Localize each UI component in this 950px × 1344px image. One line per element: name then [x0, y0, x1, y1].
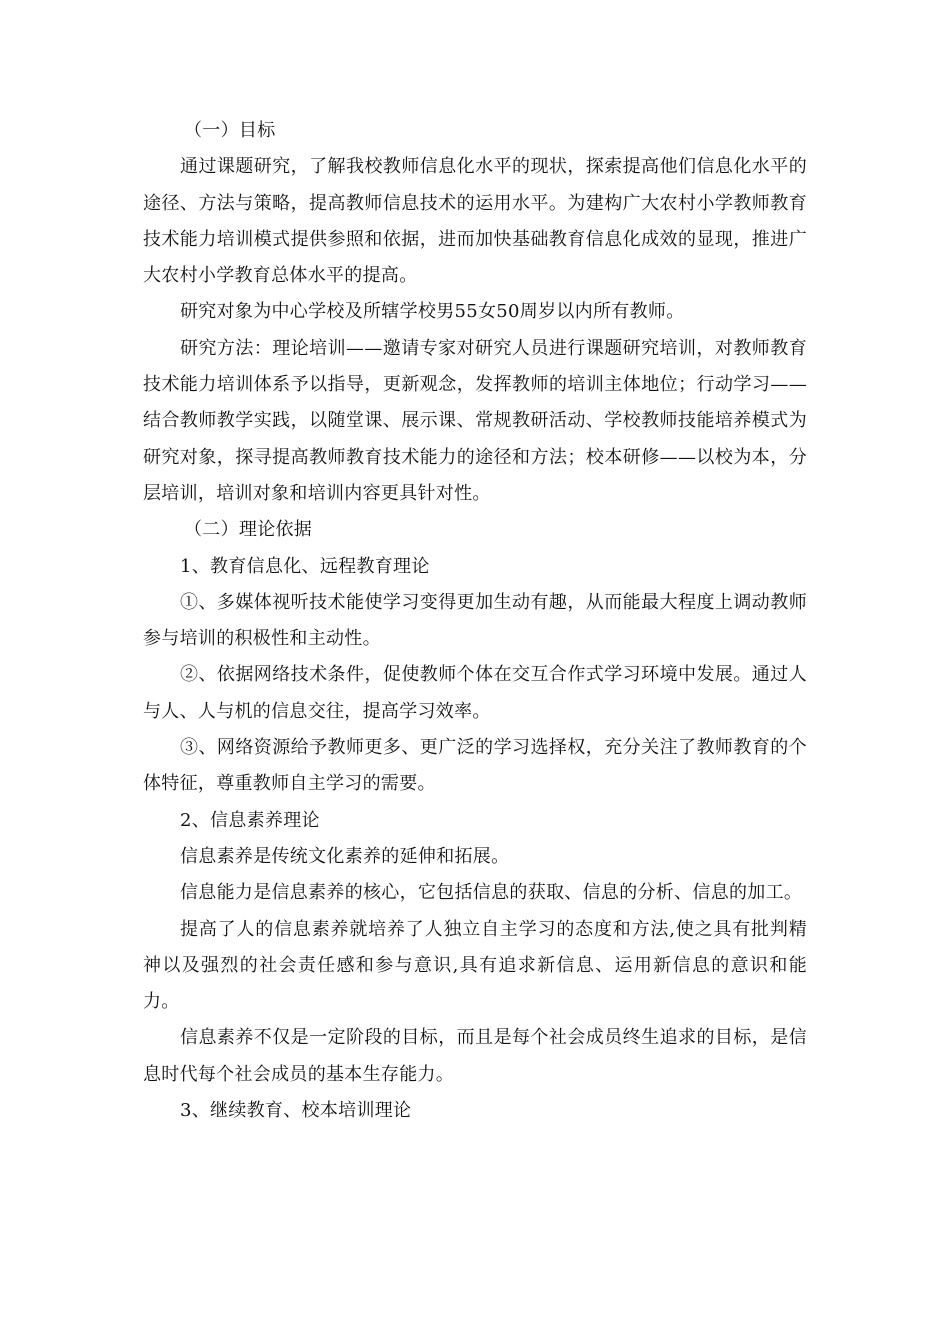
document-body	[143, 113, 807, 1129]
list-item-network-resources: ③、网络资源给予教师更多、更广泛的学习选择权，充分关注了教师教育的个体特征，尊重教师自主学习的需要。	[143, 737, 807, 795]
subheading-education-informatization: 1、教育信息化、远程教育理论	[180, 555, 430, 577]
paragraph-research-subjects: 研究对象为中心学校及所辖学校男55女50周岁以内所有教师。	[180, 301, 685, 323]
subheading-information-literacy: 2、信息素养理论	[180, 809, 320, 831]
paragraph-literacy-lifelong: 信息素养不仅是一定阶段的目标，而且是每个社会成员终生追求的目标，是信息时代每个社会成员的基本生存能力。	[143, 1027, 807, 1085]
list-item-network-technology: ②、依据网络技术条件，促使教师个体在交互合作式学习环境中发展。通过人与人、人与机的信息交往，提高学习效率。	[143, 664, 807, 722]
paragraph-literacy-core: 信息能力是信息素养的核心，它包括信息的获取、信息的分析、信息的加工。	[180, 882, 803, 904]
section-heading-theory: （二）理论依据	[184, 519, 313, 541]
paragraph-literacy-extension: 信息素养是传统文化素养的延伸和拓展。	[180, 845, 510, 867]
section-heading-goal: （一）目标	[184, 120, 276, 141]
subheading-continuing-education: 3、继续教育、校本培训理论	[180, 1100, 412, 1122]
paragraph-research-methods: 研究方法：理论培训——邀请专家对研究人员进行课题研究培训，对教师教育技术能力培训体系予以指导，更新观念，发挥教师的培训主体地位；行动学习——结合教师教学实践，以随堂课、展示课、常规教研活动、学校教师技能培养模式为研究对象，探寻提高教师教育技术能力的途径和方法；校本研修——以校为本，分层培训，培训对象和培训内容更具针对性。	[143, 337, 807, 504]
paragraph-literacy-benefits: 提高了人的信息素养就培养了人独立自主学习的态度和方法,使之具有批判精神以及强烈的社会责任感和参与意识,具有追求新信息、运用新信息的意识和能力。	[143, 918, 807, 1013]
list-item-multimedia: ①、多媒体视听技术能使学习变得更加生动有趣，从而能最大程度上调动教师参与培训的积极性和主动性。	[143, 591, 807, 650]
paragraph-research-purpose: 通过课题研究，了解我校教师信息化水平的现状，探索提高他们信息化水平的途径、方法与策略，提高教师信息技术的运用水平。为建构广大农村小学教师教育技术能力培训模式提供参照和依据，进而加快基础教育信息化成效的显现，推进广大农村小学教育总体水平的提高。	[143, 156, 807, 287]
